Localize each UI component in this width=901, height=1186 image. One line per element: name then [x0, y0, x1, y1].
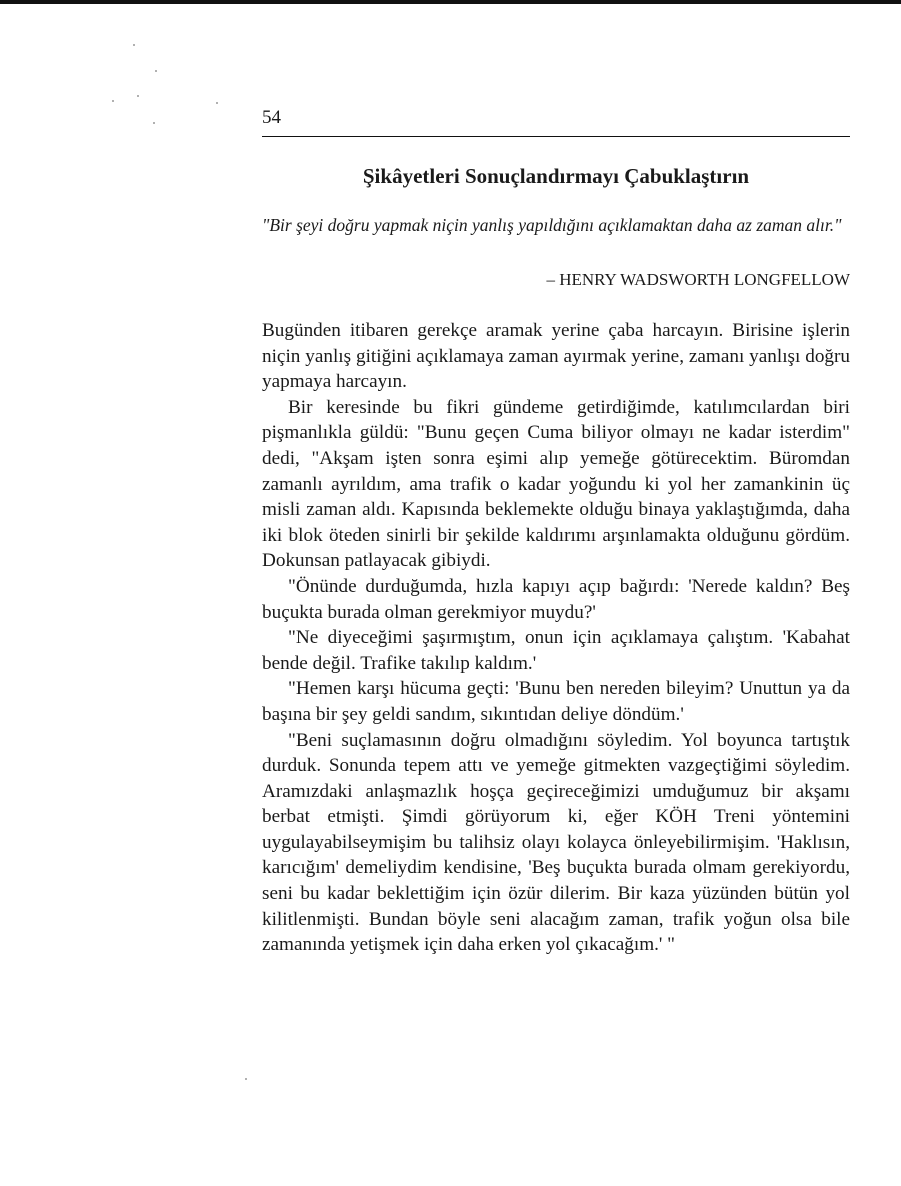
paragraph: "Beni suçlamasının doğru olmadığını söyledim. Yol boyunca tartıştık durduk. Sonunda tepem attı ve yemeğe gitmekten vazgeçtiğimi söyledim. Aramızdaki anlaşmazlık hoşça geçireceğimizi umduğumuz bir akşamı berbat etmişti. Şimdi görüyorum ki, eğer KÖH Treni yöntemini uygulayabilseymişim bu talihsiz olayı kolayca önleyebilirmişim. 'Haklısın, karıcığım' demeliydim kendisine, 'Beş buçukta burada olmam gerekiyordu, seni bu kadar beklettiğim için özür dilerim. Bir kaza yüzünden bütün yol kilitlenmişti. Bundan böyle seni alacağım zaman, trafik yoğun olsa bile zamanında yetişmek için daha erken yol çıkacağım.' " — [262, 729, 850, 956]
paragraph: "Hemen karşı hücuma geçti: 'Bunu ben nereden bileyim? Unuttun ya da başına bir şey geldi sandım, sıkıntıdan deliye döndüm.' — [262, 678, 850, 725]
header-divider — [262, 136, 850, 137]
scan-speck — [245, 1078, 247, 1080]
scan-speck — [153, 122, 155, 124]
paragraph: Bir keresinde bu fikri gündeme getirdiğimde, katılımcılardan biri pişmanlıkla güldü: "Bunu geçen Cuma biliyor olmayı ne kadar isterdim" dedi, "Akşam işten sonra eşimi alıp yemeğe götürecektim. Büromdan zamanlı ayrıldım, ama trafik o kadar yoğundu ki yol her zamankinin üç misli zaman aldı. Kapısında beklemekte olduğu binaya yaklaştığımda, daha iki blok öteden sinirli bir şekilde kaldırımı arşınlamakta olduğunu gördüm. Dokunsan patlayacak gibiydi. — [262, 396, 850, 572]
body-text — [262, 318, 850, 958]
epigraph-attribution: – HENRY WADSWORTH LONGFELLOW — [546, 270, 850, 289]
epigraph-quote — [262, 213, 850, 237]
paragraph: "Ne diyeceğimi şaşırmıştım, onun için açıklamaya çalıştım. 'Kabahat bende değil. Trafike takılıp kaldım.' — [262, 627, 850, 674]
scan-top-border — [0, 0, 901, 4]
epigraph-quote-text: "Bir şeyi doğru yapmak niçin yanlış yapıldığını açıklamaktan daha az zaman alır." — [262, 215, 842, 235]
scan-speck — [155, 70, 157, 72]
scan-speck — [133, 44, 135, 46]
page-number: 54 — [262, 107, 281, 128]
paragraph: "Önünde durduğumda, hızla kapıyı açıp bağırdı: 'Nerede kaldın? Beş buçukta burada olman gerekmiyor muydu?' — [262, 575, 850, 623]
scan-speck — [216, 102, 218, 104]
section-title: Şikâyetleri Sonuçlandırmayı Çabuklaştırın — [362, 164, 750, 188]
scan-speck — [137, 95, 139, 97]
scan-speck — [112, 100, 114, 102]
paragraph: Bugünden itibaren gerekçe aramak yerine çaba harcayın. Birisine işlerin niçin yanlış gitiğini açıklamaya zaman ayırmak yerine, zamanı yanlışı doğru yapmaya harcayın. — [262, 320, 850, 393]
